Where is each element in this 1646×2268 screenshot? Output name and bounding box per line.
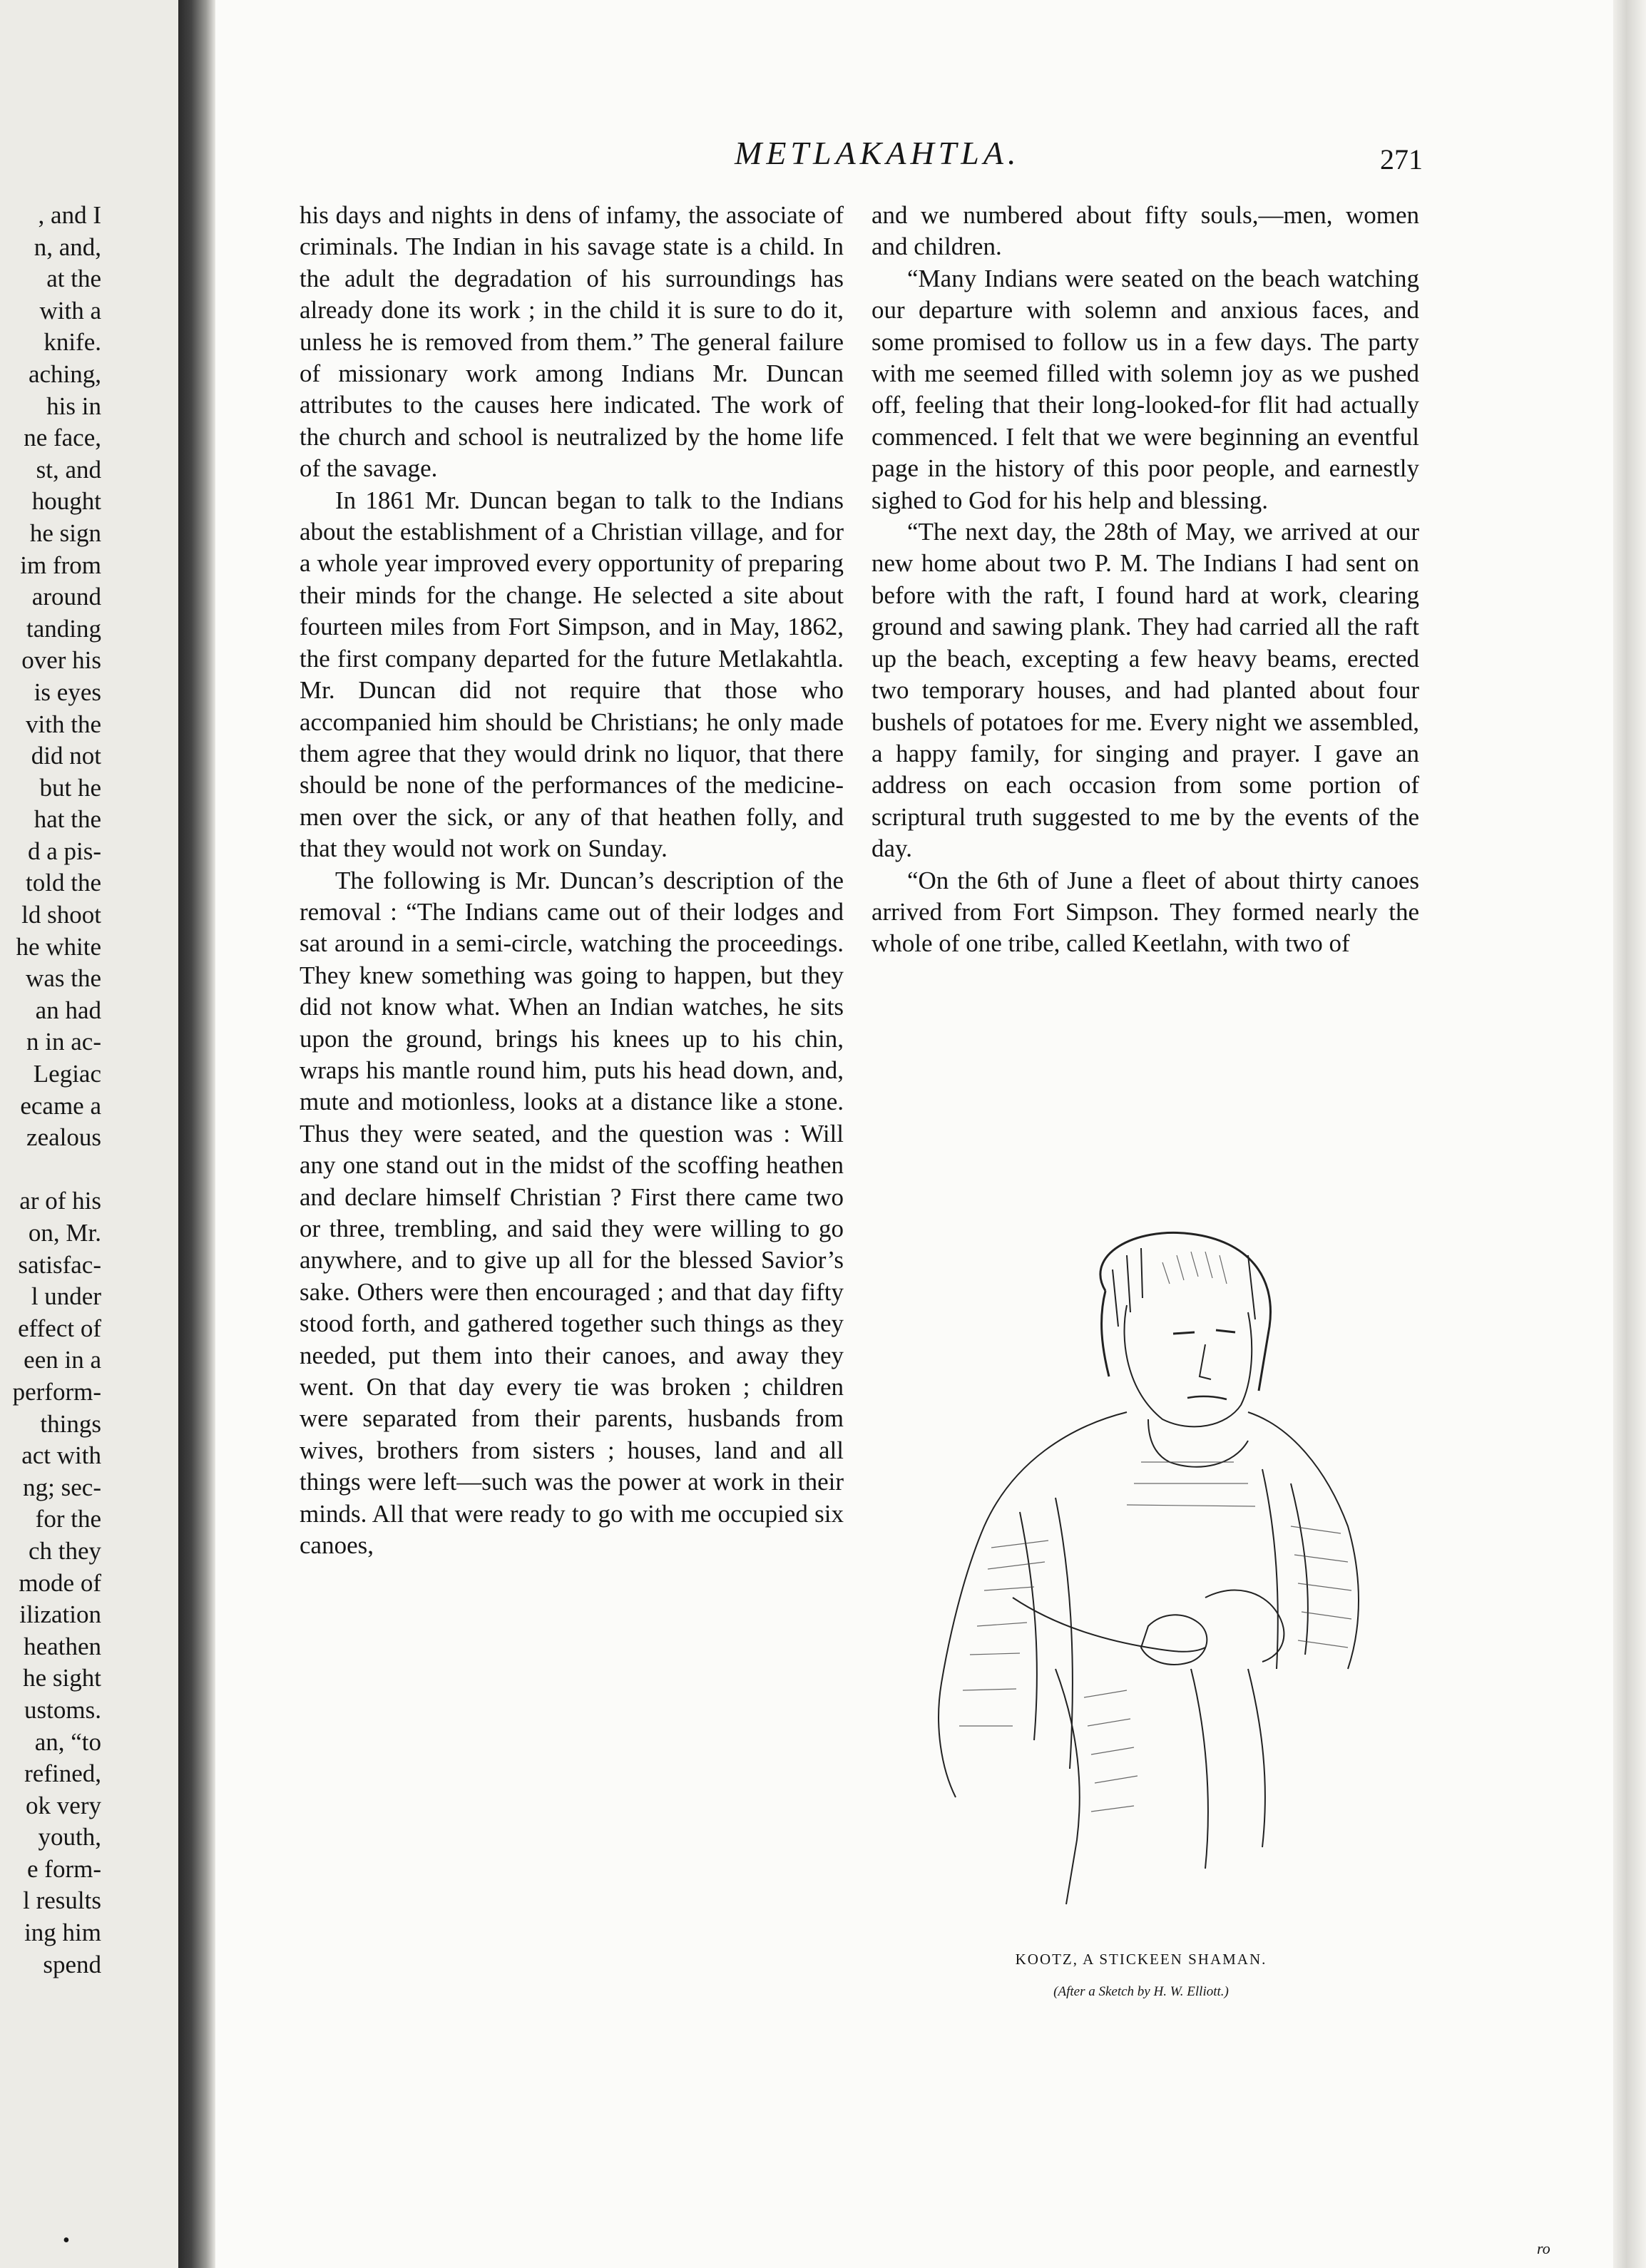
text-column-left (300, 200, 844, 1561)
previous-page-fragment: did not (31, 742, 101, 770)
illustration-caption: KOOTZ, A STICKEEN SHAMAN. (1015, 1951, 1267, 1968)
paragraph: In 1861 Mr. Duncan began to talk to the Indians about the establishment of a Christian village, and for a whole year improved every opportunity of preparing their minds for the change. He selected a site about fourteen miles from Fort Simpson, and in May, 1862, the first company departed for the future Metlakahtla. Mr. Duncan did not require that those who accompanied him should be Christians; he only made them agree that they would drink no liquor, that there should be none of the performances of the medicine-men over the sick, or any of that heathen folly, and that they would not work on Sunday. (300, 486, 844, 863)
previous-page-text-fragments (0, 200, 101, 1981)
previous-page-fragment: ld shoot (21, 901, 101, 929)
previous-page-fragment: is eyes (34, 678, 101, 706)
previous-page-fragment: d a pis- (27, 837, 101, 865)
previous-page-fragment: effect of (18, 1314, 101, 1342)
previous-page-fragment: act with (21, 1441, 101, 1470)
previous-page-fragment: n in ac- (26, 1028, 101, 1056)
previous-page-fragment: told the (26, 869, 101, 897)
previous-page-fragment: , and I (38, 201, 101, 229)
illustration-credit: (After a Sketch by H. W. Elliott.) (1053, 1984, 1229, 1999)
previous-page-fragment: l under (31, 1282, 101, 1311)
previous-page-fragment: zealous (26, 1123, 101, 1152)
previous-page-fragment: satisfac- (18, 1250, 101, 1279)
previous-page-fragment: perform- (12, 1377, 101, 1406)
paragraph: his days and nights in dens of infamy, the associate of criminals. The Indian in his savage state is a child. In the adult the degradation of his surroundings has already done its work ; in the child it is sure to do it, unless he is removed from them.” The general failure of missionary work among Indians Mr. Duncan attributes to the causes here indicated. The work of the church and school is neutralized by the home life of the savage. (300, 201, 844, 483)
previous-page-edge (0, 0, 178, 2268)
previous-page-fragment: n, and, (34, 233, 101, 261)
previous-page-fragment: een in a (24, 1346, 101, 1374)
previous-page-fragment: spend (43, 1950, 101, 1978)
previous-page-fragment: ne face, (24, 424, 101, 452)
paragraph: “The next day, the 28th of May, we arrived at our new home about two P. M. The Indians I had sent on before with the raft, I found hard at work, clearing ground and sawing plank. They had carried all the raft up the beach, excepting a few heavy beams, erected two temporary houses, and had planted about four bushels of potatoes for me. Every night we assembled, a happy family, for singing and prayer. I gave an address on each occasion from some portion of scriptural truth suggested to me by the events of the day. (871, 518, 1419, 863)
stray-mark-left: • (63, 2229, 70, 2252)
previous-page-fragment: for the (35, 1505, 101, 1533)
previous-page-fragment: ch they (28, 1536, 101, 1565)
text-column-right (871, 200, 1419, 960)
previous-page-fragment: heathen (24, 1632, 101, 1660)
page-number: 271 (1380, 143, 1423, 175)
page-edge (1613, 0, 1646, 2268)
previous-page-fragment: ok very (26, 1791, 101, 1819)
previous-page-fragment: vith the (26, 710, 101, 738)
shaman-illustration (891, 1227, 1391, 1911)
previous-page-fragment: ar of his (19, 1187, 101, 1215)
previous-page-fragment: on, Mr. (28, 1219, 101, 1247)
previous-page-fragment: with a (39, 296, 101, 325)
previous-page-fragment: ng; sec- (23, 1473, 101, 1501)
paragraph: “Many Indians were seated on the beach watching our departure with solemn and anxious faces, and some promised to follow us in a few days. The party with me seemed filled with solemn joy as we pushed off, feeling that their long-looked-for flit had actually commenced. I felt that we were beginning an eventful page in the history of this poor people, and earnestly sighed to God for his help and blessing. (871, 264, 1419, 514)
paragraph: and we numbered about fifty souls,—men, women and children. (871, 201, 1419, 261)
previous-page-fragment: hought (31, 487, 101, 516)
previous-page-fragment: ecame a (20, 1091, 101, 1120)
previous-page-fragment: ing him (24, 1919, 101, 1947)
previous-page-fragment: refined, (24, 1759, 101, 1788)
paragraph: “On the 6th of June a fleet of about thirty canoes arrived from Fort Simpson. They formed nearly the whole of one tribe, called Keetlahn, with two of (871, 866, 1419, 958)
previous-page-fragment: but he (39, 773, 101, 802)
previous-page-fragment: he sight (23, 1664, 101, 1692)
previous-page-fragment: aching, (28, 359, 101, 388)
previous-page-fragment: knife. (44, 328, 101, 357)
previous-page-fragment: mode of (19, 1568, 101, 1597)
previous-page-fragment: im from (20, 551, 101, 579)
previous-page-fragment: st, and (36, 455, 101, 484)
previous-page-fragment: at the (46, 265, 101, 293)
previous-page-fragment: tanding (26, 614, 101, 643)
previous-page-fragment: ustoms. (24, 1695, 101, 1724)
previous-page-fragment: an, “to (34, 1727, 101, 1756)
previous-page-fragment: youth, (38, 1823, 101, 1851)
previous-page-fragment: over his (21, 646, 101, 675)
previous-page-fragment: around (31, 583, 101, 611)
previous-page-fragment: his in (46, 392, 101, 420)
previous-page-fragment: l results (23, 1886, 101, 1915)
previous-page-fragment: e form- (27, 1854, 101, 1883)
previous-page-fragment: he white (16, 932, 101, 961)
stray-mark-right: ro (1537, 2239, 1550, 2257)
previous-page-fragment: Legiac (33, 1060, 101, 1088)
running-head: METLAKAHTLA. (735, 135, 1021, 171)
book-gutter-shadow (178, 0, 215, 2268)
previous-page-fragment: things (40, 1409, 101, 1438)
previous-page-fragment: he sign (29, 519, 101, 547)
previous-page-fragment: an had (35, 996, 101, 1024)
previous-page-fragment (0, 1154, 101, 1186)
previous-page-fragment: was the (26, 964, 101, 993)
paragraph: The following is Mr. Duncan’s description of the removal : “The Indians came out of their lodges and sat around in a semi-circle, watching the proceedings. They knew something was going to happen, but they did not know what. When an Indian watches, he sits upon the ground, brings his knees up to his chin, wraps his mantle round him, puts his head down, and, mute and motionless, looks at a distance like a stone. Thus they were seated, and the question was : Will any one stand out in the midst of the scoffing heathen and declare himself Christian ? First there came two or three, trembling, and said they were willing to go anywhere, and to give up all for the blessed Savior’s sake. Others were then encouraged ; and that day fifty stood forth, and gathered together such things as they needed, put them into their canoes, and away they went. On that day every tie was broken ; children were separated from their parents, husbands from wives, brothers from sisters ; houses, land and all things were left—such was the power at work in their minds. All that were ready to go with me occupied six canoes, (300, 866, 844, 1560)
previous-page-fragment: hat the (34, 805, 101, 834)
previous-page-fragment: ilization (19, 1600, 101, 1629)
